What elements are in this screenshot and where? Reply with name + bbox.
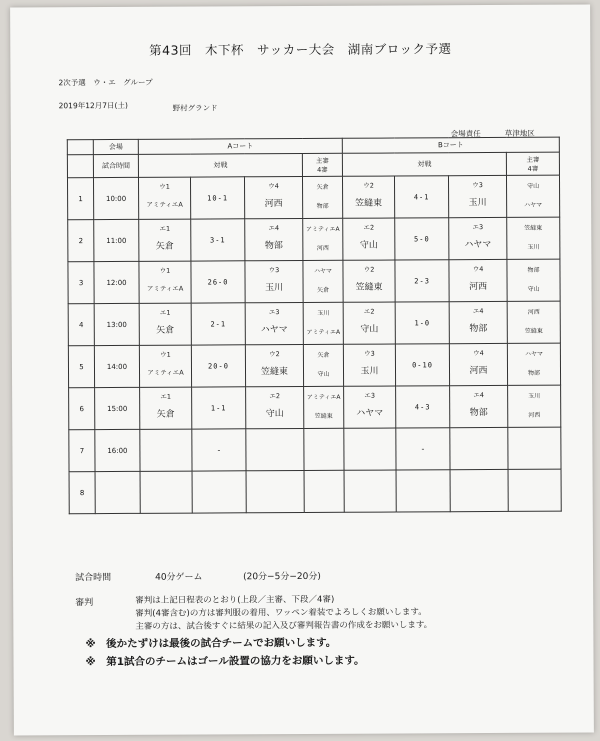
team-cell <box>246 386 304 428</box>
team-code-label: ウ2 <box>269 350 280 359</box>
match-time: 15:00 <box>95 387 140 429</box>
fourth-official: 玉川 <box>527 243 540 251</box>
schedule-row <box>68 259 560 304</box>
team-slot <box>245 261 302 302</box>
empty-cell <box>140 471 192 513</box>
team-name: 笠縫東 <box>355 282 383 293</box>
referee-a-header: 主審 4審 <box>302 153 342 176</box>
referee-cell <box>303 218 343 260</box>
team-code-label: ウ2 <box>363 181 374 190</box>
team-cell <box>343 344 395 386</box>
match-number: 8 <box>69 472 95 514</box>
schedule-row <box>69 427 561 472</box>
match-time: 16:00 <box>95 429 140 471</box>
fourth-official: 河西 <box>528 411 541 419</box>
team-name: 笠縫東 <box>355 198 383 209</box>
team-slot <box>344 345 395 386</box>
team-code-label: ウ2 <box>363 265 375 274</box>
referee-slot <box>507 260 559 301</box>
empty-cell <box>396 428 450 470</box>
team-slot <box>449 176 506 217</box>
referee-cell <box>303 260 343 302</box>
referee-cell <box>508 385 561 427</box>
team-name: 守山 <box>360 324 379 335</box>
team-code-label: エ4 <box>472 307 484 316</box>
team-name: 物部 <box>469 324 488 335</box>
empty-cell <box>450 469 508 511</box>
dash-mark: - <box>217 445 221 455</box>
team-slot <box>246 303 303 344</box>
referee-note-1: 審判は上記日程表のとおり(上段／主審、下段／4審) <box>135 594 335 606</box>
main-referee: ハヤマ <box>313 267 333 275</box>
fourth-official: 物部 <box>316 202 329 210</box>
team-slot <box>449 218 506 259</box>
team-code-label: エ4 <box>268 224 280 233</box>
dash-mark: - <box>421 444 425 454</box>
team-slot <box>343 261 394 302</box>
empty-cell <box>344 428 396 470</box>
team-name: 矢倉 <box>156 409 175 420</box>
score-a: 1-1 <box>192 387 246 429</box>
team-name: ハヤマ <box>356 408 384 419</box>
team-code-label: エ2 <box>363 307 375 316</box>
referee-note-label: 審判 <box>75 598 94 609</box>
team-name: 玉川 <box>265 283 284 294</box>
referee-slot <box>304 303 343 344</box>
main-referee: 矢倉 <box>316 183 329 191</box>
team-slot <box>344 303 395 344</box>
empty-cell <box>192 471 246 513</box>
team-cell <box>450 385 508 427</box>
empty-cell <box>304 470 344 512</box>
team-slot <box>449 260 506 301</box>
referee-cell <box>507 301 560 343</box>
empty-cell <box>450 427 508 469</box>
team-cell <box>245 260 303 302</box>
referee-slot <box>304 387 343 428</box>
venue-label: 野村グランド <box>172 103 218 113</box>
referee-slot <box>507 176 559 217</box>
team-slot <box>450 344 507 385</box>
main-referee: 河西 <box>527 308 540 316</box>
empty-cell <box>344 470 396 512</box>
team-code-label: ウ1 <box>160 350 171 359</box>
team-code-label: エ2 <box>269 392 280 401</box>
team-name: ハヤマ <box>260 325 288 336</box>
team-code-label: ウ3 <box>268 266 280 275</box>
referee-slot <box>303 219 342 260</box>
match-time: 14:00 <box>94 345 139 387</box>
team-name: 笠縫東 <box>260 367 289 378</box>
team-code-label: ウ1 <box>159 266 171 275</box>
manager-label: 会場責任 <box>450 129 481 139</box>
team-slot <box>139 178 190 219</box>
referee-note-2: 審判(4審含む)の方は審判服の着用、ワッペン着装でよろしくお願いします。 <box>135 607 427 619</box>
referee-slot <box>303 177 342 218</box>
match-a-header: 対戦 <box>138 153 302 177</box>
score-a: 2-1 <box>191 303 245 345</box>
referee-cell <box>304 386 344 428</box>
score-a: 10-1 <box>190 177 244 219</box>
referee-note-3: 主審の方は、試合後すぐに結果の記入及び審判報告書の作成をお願いします。 <box>135 620 433 632</box>
team-code-label: エ3 <box>472 223 484 232</box>
referee-slot <box>508 344 560 385</box>
team-code-label: エ1 <box>159 224 171 233</box>
team-name: 河西 <box>264 199 283 210</box>
score-b: 2-3 <box>395 260 449 302</box>
match-number: 3 <box>68 262 94 304</box>
team-cell <box>343 260 395 302</box>
main-referee: アミティエA <box>305 225 340 233</box>
team-code-label: ウ1 <box>159 182 170 191</box>
referee-slot <box>303 261 342 302</box>
team-cell <box>344 386 396 428</box>
team-name: 物部 <box>469 408 488 419</box>
fourth-official: 矢倉 <box>317 286 330 294</box>
date-label: 2019年12月7日(土) <box>58 100 128 111</box>
document-sheet <box>10 4 594 735</box>
court-b-header: Bコート <box>342 137 559 153</box>
team-slot <box>140 388 191 429</box>
empty-cell <box>140 429 192 471</box>
fourth-official: アミティエA <box>306 328 341 336</box>
team-slot <box>344 387 395 428</box>
fourth-official: 物部 <box>528 369 541 377</box>
match-time: 40分ゲーム <box>155 572 203 583</box>
score-a: 20-0 <box>191 345 245 387</box>
cleanup-note: ※ 後かたずけは最後の試合チームでお願いします。 <box>85 636 337 651</box>
score-a: 26-0 <box>191 261 245 303</box>
team-slot <box>140 304 191 345</box>
empty-cell <box>508 469 561 511</box>
schedule-row <box>69 385 561 430</box>
team-cell <box>139 303 191 345</box>
main-referee: アミティエA <box>306 393 341 401</box>
fourth-official: 笠縫東 <box>524 327 543 335</box>
team-cell <box>343 176 395 218</box>
referee-slot <box>304 345 343 386</box>
schedule-row <box>68 301 560 346</box>
team-name: 玉川 <box>360 366 379 377</box>
match-number: 7 <box>69 430 95 472</box>
team-code-label: エ1 <box>159 308 171 317</box>
score-b: 5-0 <box>395 218 449 260</box>
team-code-label: ウ4 <box>268 182 279 191</box>
schedule-row <box>68 343 560 388</box>
team-cell <box>343 218 395 260</box>
team-slot <box>246 387 303 428</box>
score-b: 4-1 <box>395 176 449 218</box>
fourth-official: 守山 <box>527 285 540 293</box>
main-referee: 玉川 <box>317 309 330 317</box>
fourth-official: ハヤマ <box>524 201 543 209</box>
team-name: 矢倉 <box>155 241 174 252</box>
team-code-label: ウ4 <box>472 265 484 274</box>
team-code-label: エ1 <box>160 392 171 401</box>
team-name: アミティエA <box>146 284 184 293</box>
team-cell <box>449 217 507 259</box>
referee-cell <box>507 175 560 217</box>
team-code-label: エ2 <box>363 223 375 232</box>
referee-slot <box>508 302 560 343</box>
main-referee: 玉川 <box>528 392 541 400</box>
team-slot <box>450 302 507 343</box>
match-time: 11:00 <box>94 219 139 261</box>
match-b-header: 対戦 <box>342 152 506 176</box>
team-name: 河西 <box>469 282 488 293</box>
referee-cell <box>303 302 343 344</box>
team-cell <box>138 177 190 219</box>
court-a-header: Aコート <box>138 138 342 154</box>
score-a: 3-1 <box>191 219 245 261</box>
empty-cell <box>192 429 246 471</box>
team-code-label: エ4 <box>473 391 485 400</box>
fourth-official: 河西 <box>316 244 329 252</box>
team-code-label: ウ4 <box>473 349 484 358</box>
main-referee: 笠縫東 <box>524 224 543 232</box>
empty-cell <box>508 427 561 469</box>
team-name: 守山 <box>359 240 378 251</box>
team-cell <box>245 302 303 344</box>
team-name: 守山 <box>265 409 284 420</box>
match-number: 4 <box>68 304 94 346</box>
goal-setup-note: ※ 第1試合のチームはゴール設置の協力をお願いします。 <box>85 654 365 669</box>
schedule-row <box>69 469 561 514</box>
match-number: 1 <box>67 178 93 220</box>
referee-cell <box>303 344 343 386</box>
main-referee: 物部 <box>527 266 540 274</box>
team-code-label: ウ3 <box>364 349 375 358</box>
schedule-body <box>67 175 561 514</box>
referee-slot <box>507 218 559 259</box>
match-time <box>95 471 140 513</box>
schedule-row <box>67 175 559 220</box>
team-cell <box>449 259 507 301</box>
main-referee: 矢倉 <box>317 351 330 359</box>
match-time: 13:00 <box>94 303 139 345</box>
team-name: ハヤマ <box>464 240 492 251</box>
referee-cell <box>302 176 342 218</box>
empty-cell <box>304 428 344 470</box>
time-header: 試合時間 <box>93 154 138 177</box>
schedule-row <box>68 217 560 262</box>
fourth-official: 守山 <box>317 370 330 378</box>
team-slot <box>139 262 190 303</box>
team-slot <box>245 177 302 218</box>
main-referee: ハヤマ <box>524 350 543 358</box>
team-cell <box>139 345 191 387</box>
team-slot <box>343 177 394 218</box>
team-cell <box>449 343 507 385</box>
match-time-detail: (20分−5分−20分) <box>243 571 321 583</box>
team-cell <box>245 218 303 260</box>
match-number: 6 <box>69 388 95 430</box>
schedule-table <box>67 137 562 515</box>
team-slot <box>140 346 191 387</box>
referee-cell <box>507 259 560 301</box>
team-name: 河西 <box>469 366 488 377</box>
team-cell <box>245 344 303 386</box>
match-number: 5 <box>68 346 94 388</box>
fourth-official: 笠縫東 <box>314 412 333 420</box>
empty-cell <box>396 470 450 512</box>
team-name: アミティエA <box>147 368 184 377</box>
team-slot <box>245 219 302 260</box>
match-time-label: 試合時間 <box>75 573 112 584</box>
team-name: 物部 <box>264 241 283 252</box>
team-slot <box>246 345 303 386</box>
document-title: 第43回 木下杯 サッカー大会 湖南ブロック予選 <box>149 41 452 58</box>
score-b: 0-10 <box>395 344 449 386</box>
team-slot <box>139 220 190 261</box>
score-b: 1-0 <box>395 302 449 344</box>
referee-cell <box>507 343 560 385</box>
match-time: 12:00 <box>94 261 139 303</box>
team-cell <box>449 175 507 217</box>
team-cell <box>140 387 192 429</box>
team-code-label: エ3 <box>364 391 376 400</box>
referee-cell <box>507 217 560 259</box>
score-b: 4-3 <box>396 386 450 428</box>
team-cell <box>139 219 191 261</box>
manager-value: 草津地区 <box>504 128 535 138</box>
match-time: 10:00 <box>93 177 138 219</box>
team-name: アミティエA <box>146 200 183 209</box>
referee-b-header: 主審 4審 <box>506 152 559 175</box>
team-code-label: エ3 <box>268 308 280 317</box>
team-name: 矢倉 <box>156 325 175 336</box>
team-slot <box>450 386 507 427</box>
empty-cell <box>246 470 304 512</box>
team-cell <box>139 261 191 303</box>
empty-cell <box>246 428 304 470</box>
referee-slot <box>508 386 560 427</box>
venue-header: 会場 <box>93 139 138 154</box>
team-cell <box>244 176 302 218</box>
team-name: 玉川 <box>468 198 487 209</box>
match-number: 2 <box>68 220 94 262</box>
group-label: 2次予選 ウ・エ グループ <box>58 77 153 88</box>
team-cell <box>343 302 395 344</box>
main-referee: 守山 <box>527 182 540 190</box>
team-cell <box>449 301 507 343</box>
team-code-label: ウ3 <box>472 181 483 190</box>
team-slot <box>343 219 394 260</box>
